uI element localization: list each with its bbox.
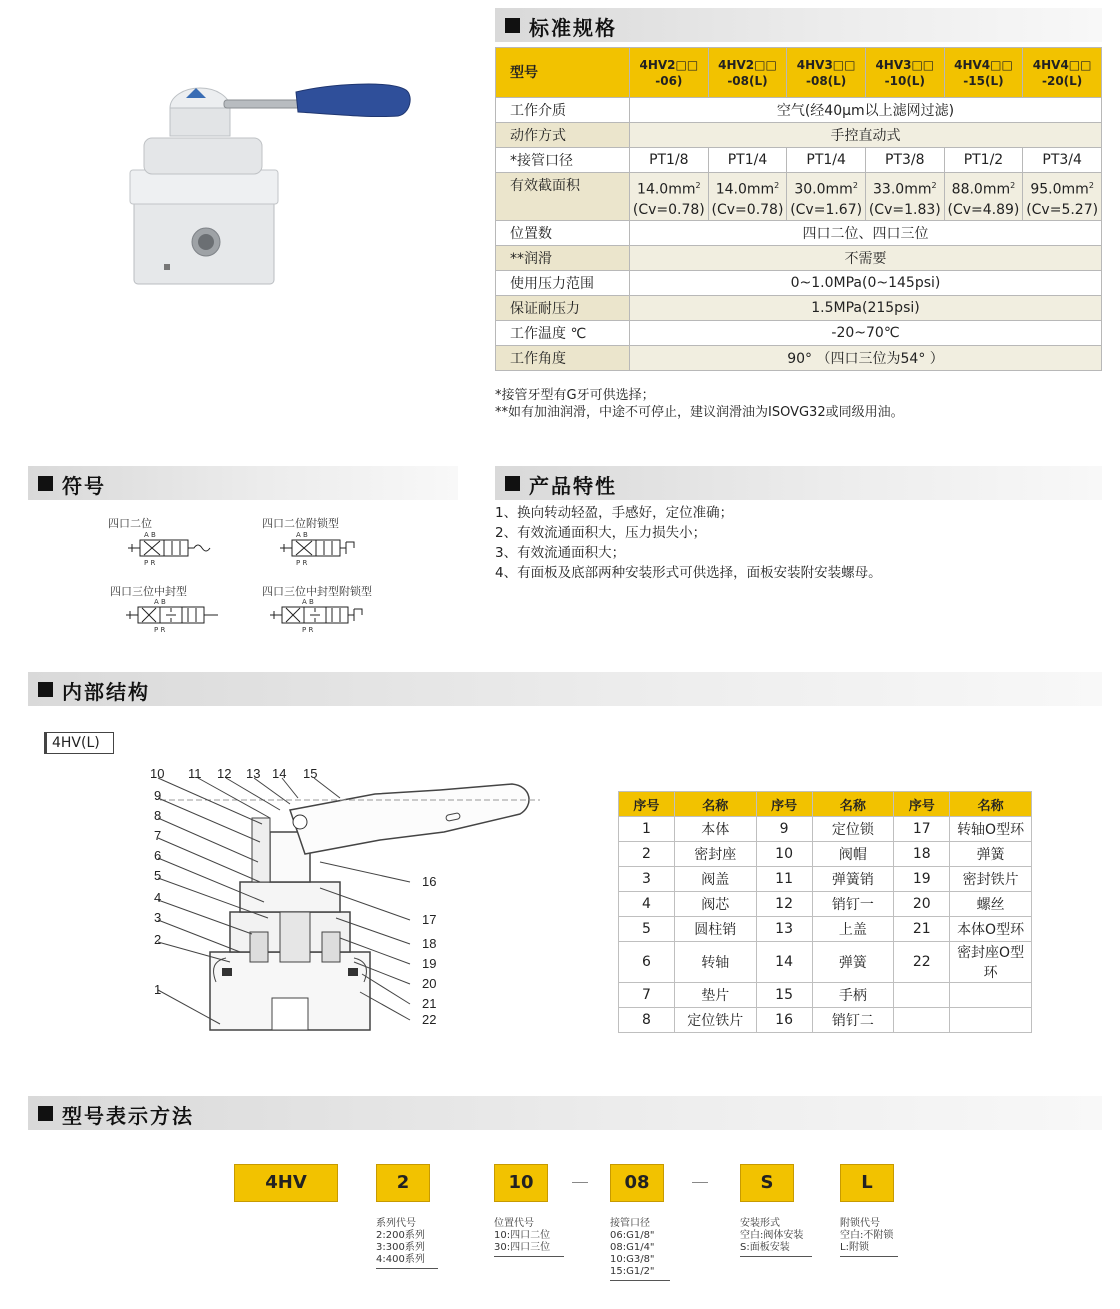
- section-header-spec: [495, 8, 1102, 42]
- valve-symbol-4-2: [124, 528, 214, 568]
- table-row: 5 圆柱销 13 上盖 21 本体O型环: [619, 917, 1032, 942]
- spec-header-label: 型号: [496, 48, 630, 98]
- svg-text:P R: P R: [144, 559, 156, 567]
- spec-label: 使用压力范围: [496, 271, 630, 296]
- spec-value: PT1/8: [630, 148, 709, 173]
- spec-row-port: [496, 148, 1102, 173]
- dash-separator: [572, 1182, 588, 1183]
- svg-text:P R: P R: [154, 626, 166, 634]
- svg-text:13: 13: [246, 766, 261, 781]
- parts-header-row: [619, 792, 1032, 817]
- section-title: 型号表示方法: [62, 1104, 194, 1128]
- svg-text:1: 1: [154, 982, 162, 997]
- model-desc-port: 接管口径 06:G1/8" 08:G1/4" 10:G3/8" 15:G1/2": [610, 1218, 670, 1281]
- svg-text:15: 15: [303, 766, 318, 781]
- section-header-features: [495, 466, 1102, 500]
- table-row: 7 垫片 15 手柄: [619, 983, 1032, 1008]
- product-photo: [120, 78, 420, 298]
- section-title: 标准规格: [529, 16, 617, 40]
- valve-symbol-4-3-center: [124, 595, 220, 635]
- spec-label: *接管口径: [496, 148, 630, 173]
- spec-row-action: [496, 123, 1102, 148]
- svg-text:19: 19: [422, 956, 437, 971]
- model-desc-series: 系列代号 2:200系列 3:300系列 4:400系列: [376, 1218, 438, 1269]
- model-tag: 4HV(L): [44, 732, 114, 754]
- spec-row-lube: [496, 246, 1102, 271]
- model-code-box: S: [740, 1164, 794, 1202]
- section-header-model: [28, 1096, 1102, 1130]
- svg-text:21: 21: [422, 996, 437, 1011]
- symbol-title: 四口三位中封型附锁型: [262, 585, 372, 598]
- model-code-box: 08: [610, 1164, 664, 1202]
- section-square-icon: [38, 682, 53, 697]
- spec-value: PT3/8: [865, 148, 944, 173]
- spec-value: $88.0mm^2$ (Cv=4.89): [944, 173, 1023, 221]
- spec-label: **润滑: [496, 246, 630, 271]
- svg-text:A B: A B: [296, 531, 308, 539]
- section-title: 内部结构: [62, 680, 150, 704]
- spec-label: 工作角度: [496, 346, 630, 371]
- spec-value: $14.0mm^2$ (Cv=0.78): [630, 173, 709, 221]
- spec-value: 不需要: [630, 246, 1102, 271]
- spec-row-area: [496, 173, 1102, 221]
- valve-symbol-4-2-lock: [276, 528, 366, 568]
- section-title: 产品特性: [529, 474, 617, 498]
- spec-model-cell: 4HV3□□ -08(L): [787, 48, 866, 98]
- note-line: **如有加油润滑，中途不可停止，建议润滑油为ISOVG32或同级用油。: [495, 405, 904, 420]
- spec-value: -20~70℃: [630, 321, 1102, 346]
- spec-value: 空气(经40μm以上滤网过滤): [630, 98, 1102, 123]
- svg-text:10: 10: [150, 766, 165, 781]
- section-square-icon: [505, 476, 520, 491]
- features-list: [495, 503, 882, 583]
- model-desc-lock: 附锁代号 空白:不附锁 L:附锁: [840, 1218, 898, 1257]
- spec-label: 位置数: [496, 221, 630, 246]
- svg-text:A B: A B: [154, 598, 166, 606]
- spec-label: 工作介质: [496, 98, 630, 123]
- spec-label: 保证耐压力: [496, 296, 630, 321]
- spec-value: PT1/4: [787, 148, 866, 173]
- feature-item: 1、换向转动轻盈，手感好，定位准确；: [495, 505, 734, 521]
- svg-text:9: 9: [154, 788, 162, 803]
- parts-header: 序号: [894, 792, 950, 817]
- spec-value: PT1/4: [708, 148, 787, 173]
- spec-row-angle: [496, 346, 1102, 371]
- symbol-title: 四口三位中封型: [110, 585, 187, 598]
- svg-text:2: 2: [154, 932, 162, 947]
- table-row: 2 密封座 10 阀帽 18 弹簧: [619, 842, 1032, 867]
- section-header-symbol: [28, 466, 458, 500]
- svg-text:A B: A B: [302, 598, 314, 606]
- spec-notes: [495, 387, 904, 421]
- table-row: 4 阀芯 12 销钉一 20 螺丝: [619, 892, 1032, 917]
- model-code-box: 10: [494, 1164, 548, 1202]
- spec-model-cell: 4HV3□□ -10(L): [865, 48, 944, 98]
- spec-label: 动作方式: [496, 123, 630, 148]
- parts-header: 名称: [812, 792, 894, 817]
- spec-model-cell: 4HV4□□ -15(L): [944, 48, 1023, 98]
- svg-text:7: 7: [154, 828, 162, 843]
- parts-header: 名称: [674, 792, 756, 817]
- table-row: 3 阀盖 11 弹簧销 19 密封铁片: [619, 867, 1032, 892]
- spec-value: 0~1.0MPa(0~145psi): [630, 271, 1102, 296]
- spec-value: 手控直动式: [630, 123, 1102, 148]
- spec-row-proof: [496, 296, 1102, 321]
- spec-model-cell: 4HV2□□ -06): [630, 48, 709, 98]
- spec-value: $14.0mm^2$ (Cv=0.78): [708, 173, 787, 221]
- svg-text:4: 4: [154, 890, 162, 905]
- section-square-icon: [38, 1106, 53, 1121]
- spec-value: 四口二位、四口三位: [630, 221, 1102, 246]
- table-row: 6 转轴 14 弹簧 22 密封座O型环: [619, 942, 1032, 983]
- parts-header: 序号: [756, 792, 812, 817]
- feature-item: 2、有效流通面积大，压力损失小；: [495, 525, 707, 541]
- dash-separator: [692, 1182, 708, 1183]
- svg-text:11: 11: [188, 766, 202, 781]
- spec-value: PT1/2: [944, 148, 1023, 173]
- spec-row-temp: [496, 321, 1102, 346]
- valve-symbol-4-3-center-lock: [268, 595, 368, 635]
- symbol-title: 四口二位附锁型: [262, 517, 339, 530]
- svg-text:17: 17: [422, 912, 437, 927]
- symbol-title: 四口二位: [108, 517, 152, 530]
- spec-value: $95.0mm^2$ (Cv=5.27): [1023, 173, 1102, 221]
- svg-text:12: 12: [217, 766, 232, 781]
- section-square-icon: [505, 18, 520, 33]
- model-code-box: 2: [376, 1164, 430, 1202]
- svg-text:18: 18: [422, 936, 437, 951]
- model-code-box: 4HV: [234, 1164, 338, 1202]
- spec-value: 90° （四口三位为54° ）: [630, 346, 1102, 371]
- spec-row-medium: [496, 98, 1102, 123]
- spec-value: $33.0mm^2$ (Cv=1.83): [865, 173, 944, 221]
- svg-text:P R: P R: [302, 626, 314, 634]
- spec-header-row: [496, 48, 1102, 98]
- svg-text:14: 14: [272, 766, 287, 781]
- table-row: 8 定位铁片 16 销钉二: [619, 1008, 1032, 1033]
- svg-text:16: 16: [422, 874, 437, 889]
- spec-model-cell: 4HV4□□ -20(L): [1023, 48, 1102, 98]
- svg-text:20: 20: [422, 976, 437, 991]
- model-desc-mount: 安装形式 空白:阀体安装 S:面板安装: [740, 1218, 812, 1257]
- parts-header: 序号: [619, 792, 675, 817]
- internal-structure-diagram: [140, 762, 560, 1052]
- svg-text:A B: A B: [144, 531, 156, 539]
- section-square-icon: [38, 476, 53, 491]
- spec-model-cell: 4HV2□□ -08(L): [708, 48, 787, 98]
- model-code-box: L: [840, 1164, 894, 1202]
- spec-value: 1.5MPa(215psi): [630, 296, 1102, 321]
- model-desc-position: 位置代号 10:四口二位 30:四口三位: [494, 1218, 564, 1257]
- parts-header: 名称: [950, 792, 1032, 817]
- svg-text:3: 3: [154, 910, 162, 925]
- spec-label: 有效截面积: [496, 173, 630, 221]
- spec-table: [495, 47, 1102, 371]
- note-line: *接管牙型有G牙可供选择；: [495, 388, 655, 403]
- svg-text:5: 5: [154, 868, 162, 883]
- feature-item: 3、有效流通面积大；: [495, 545, 626, 561]
- section-title: 符号: [62, 474, 106, 498]
- svg-text:6: 6: [154, 848, 162, 863]
- section-header-internal: [28, 672, 1102, 706]
- parts-table: [618, 791, 1032, 1033]
- spec-row-pressure: [496, 271, 1102, 296]
- svg-text:P R: P R: [296, 559, 308, 567]
- spec-value: PT3/4: [1023, 148, 1102, 173]
- spec-value: $30.0mm^2$ (Cv=1.67): [787, 173, 866, 221]
- table-row: 1 本体 9 定位锁 17 转轴O型环: [619, 817, 1032, 842]
- feature-item: 4、有面板及底部两种安装形式可供选择，面板安装附安装螺母。: [495, 565, 882, 581]
- spec-label: 工作温度 ℃: [496, 321, 630, 346]
- svg-text:8: 8: [154, 808, 162, 823]
- spec-row-positions: [496, 221, 1102, 246]
- svg-text:22: 22: [422, 1012, 437, 1027]
